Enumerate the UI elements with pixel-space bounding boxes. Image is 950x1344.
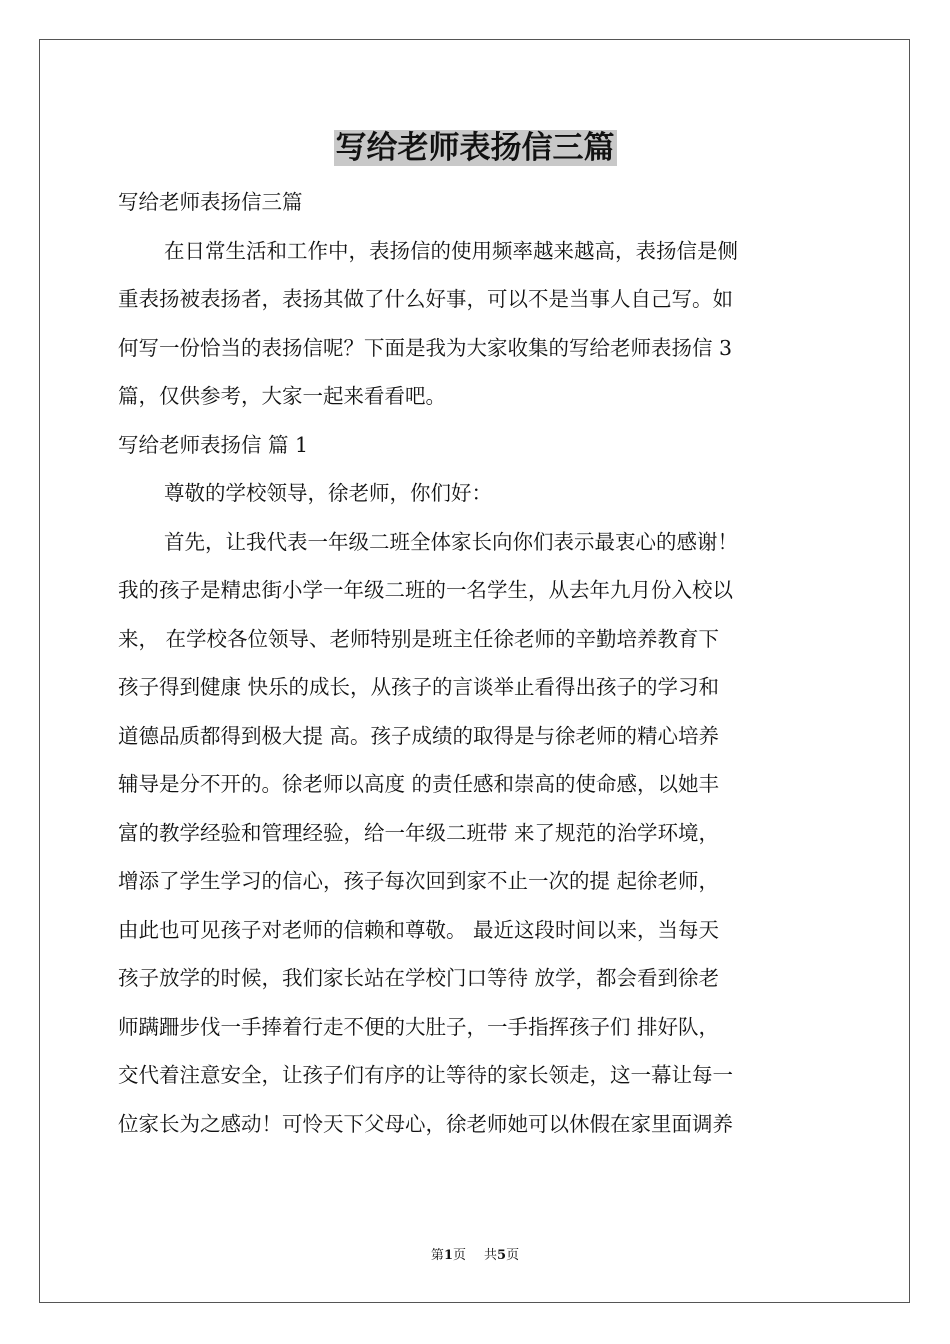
body-line: 道德品质都得到极大提 高。孩子成绩的取得是与徐老师的精心培养 (118, 723, 720, 748)
body-line: 孩子放学的时候，我们家长站在学校门口等待 放学，都会看到徐老 (118, 966, 720, 990)
document-body (118, 178, 838, 1148)
body-line: 交代着注意安全，让孩子们有序的让等待的家长领走，这一幕让每一 (118, 1063, 733, 1087)
page-footer (0, 1247, 950, 1265)
intro-paragraph (118, 227, 838, 421)
body-line: 师蹒跚步伐一手捧着行走不便的大肚子，一手指挥孩子们 排好队， (118, 1014, 720, 1039)
body-line: 我的孩子是精忠街小学一年级二班的一名学生，从去年九月份入校以 (118, 578, 733, 602)
body-line: 首先，让我代表一年级二班全体家长向你们表示最衷心的感谢！ (164, 529, 738, 554)
page-total: 5 (497, 1248, 507, 1263)
intro-line: 篇，仅供参考，大家一起来看看吧。 (118, 384, 446, 408)
body-line: 位家长为之感动！可怜天下父母心，徐老师她可以休假在家里面调养 (118, 1111, 733, 1136)
body-line: 孩子得到健康 快乐的成长，从孩子的言谈举止看得出孩子的学习和 (118, 675, 720, 699)
intro-line: 在日常生活和工作中，表扬信的使用频率越来越高，表扬信是侧 (164, 238, 738, 263)
page-total-prefix: 共 (484, 1248, 498, 1263)
body-line: 增添了学生学习的信心，孩子每次回到家不止一次的提 起徐老师， (118, 869, 720, 893)
body-line: 辅导是分不开的。徐老师以高度 的责任感和崇高的使命感，以她丰 (118, 772, 720, 796)
page-number-current: 1 (443, 1248, 453, 1263)
letter-body-paragraph (118, 518, 838, 1149)
body-line: 富的教学经验和管理经验，给一年级二班带 来了规范的治学环境， (118, 820, 720, 845)
subtitle: 写给老师表扬信三篇 (118, 190, 303, 214)
salutation: 尊敬的学校领导，徐老师，你们好： (164, 481, 492, 505)
document-title (0, 128, 950, 168)
page-total-suffix: 页 (506, 1248, 520, 1263)
document-title-text: 写给老师表扬信三篇 (335, 130, 615, 166)
intro-line: 重表扬被表扬者，表扬其做了什么好事，可以不是当事人自己写。如 (118, 287, 733, 311)
intro-line: 何写一份恰当的表扬信呢？下面是我为大家收集的写给老师表扬信 3 (118, 335, 733, 360)
page-number-suffix: 页 (452, 1248, 466, 1263)
body-line: 由此也可见孩子对老师的信赖和尊敬。 最近这段时间以来，当每天 (118, 917, 720, 942)
body-line: 来， 在学校各位领导、老师特别是班主任徐老师的辛勤培养教育下 (118, 626, 720, 651)
page-number-prefix: 第 (430, 1248, 444, 1263)
section-heading: 写给老师表扬信 篇 1 (118, 432, 309, 457)
